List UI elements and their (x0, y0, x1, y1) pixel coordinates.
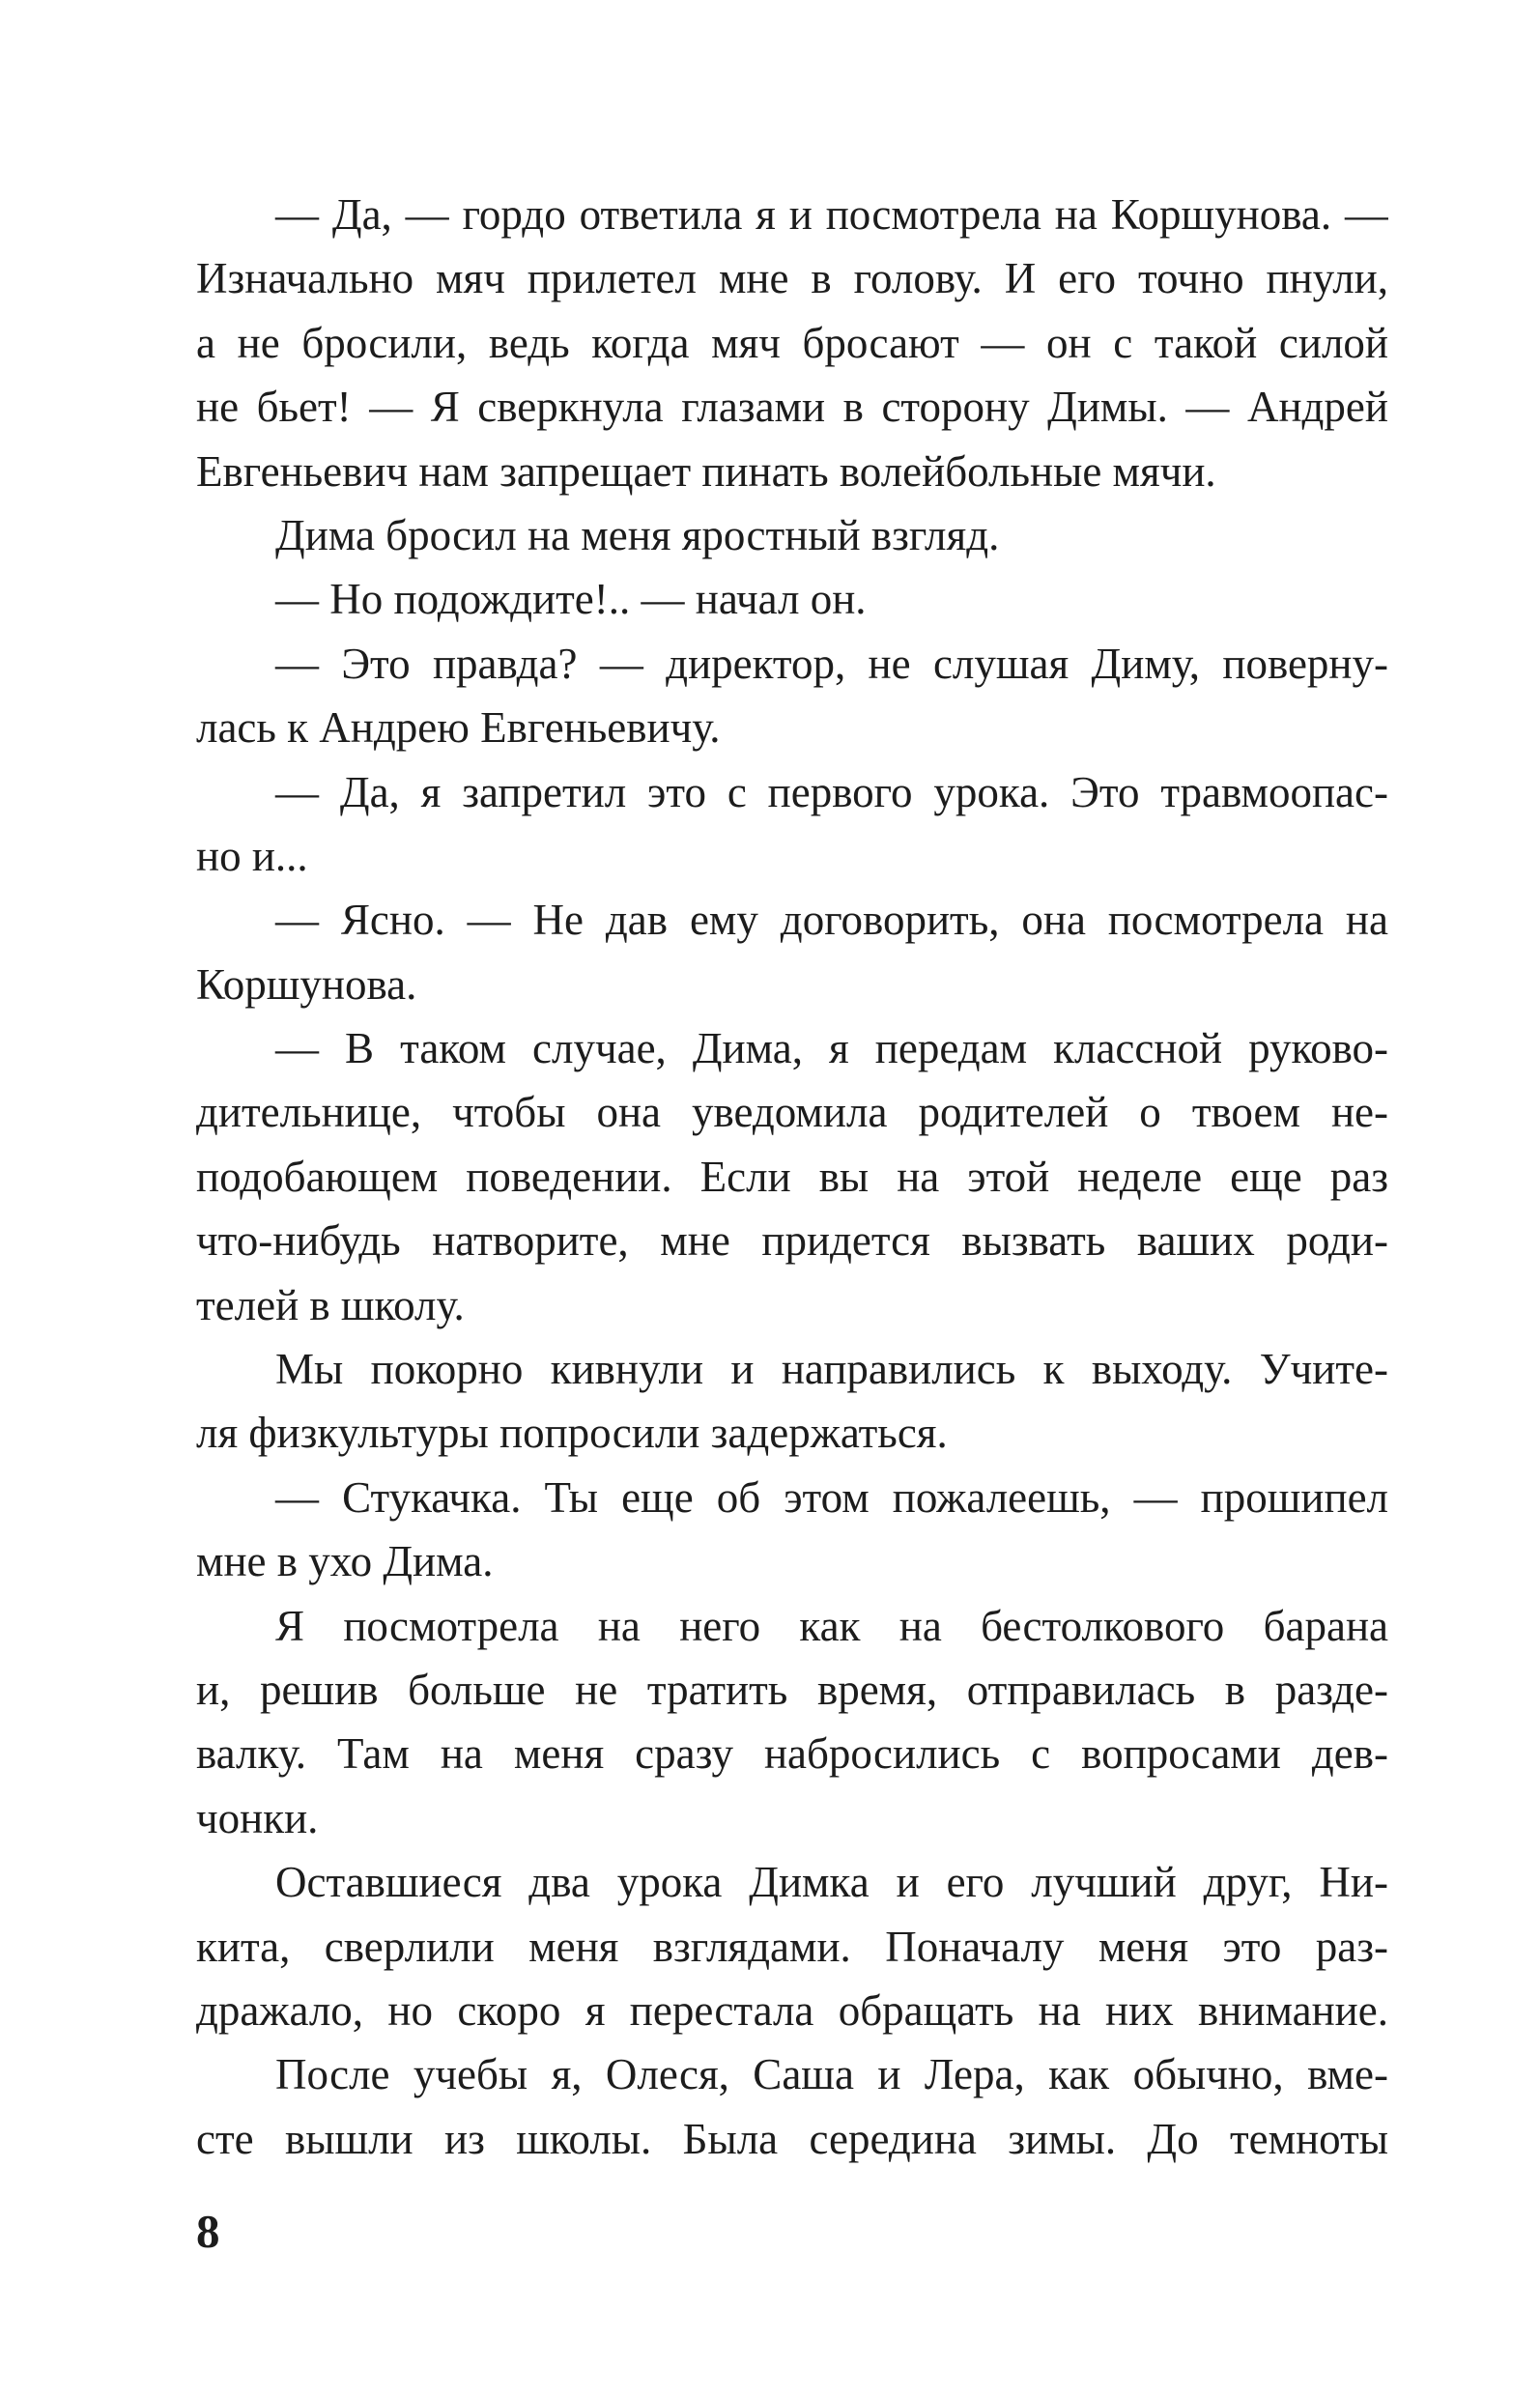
text-line: сте вышли из школы. Была середина зимы. До темноты (196, 2114, 1388, 2163)
text-line: Коршунова. (196, 959, 417, 1009)
text-line: — Да, я запретил это с первого урока. Это травмоопас- (275, 767, 1388, 816)
text-line: дительнице, чтобы она уведомила родителей о твоем не- (196, 1088, 1388, 1137)
text-line: ля физкультуры попросили задержаться. (196, 1409, 948, 1458)
text-line: Мы покорно кивнули и направились к выходу. Учите- (275, 1345, 1388, 1394)
text-line: телей в школу. (196, 1280, 465, 1329)
text-line: а не бросили, ведь когда мяч бросают — он с такой силой (196, 318, 1388, 367)
text-line: Изначально мяч прилетел мне в голову. И его точно пнули, (196, 254, 1388, 303)
text-line: подобающем поведении. Если вы на этой неделе еще раз (196, 1152, 1388, 1201)
text-line: что-нибудь натворите, мне придется вызвать ваших роди- (196, 1216, 1388, 1266)
text-line: Я посмотрела на него как на бестолкового барана (275, 1601, 1388, 1650)
text-line: мне в ухо Дима. (196, 1537, 494, 1586)
text-line: валку. Там на меня сразу набросились с вопросами дев- (196, 1729, 1388, 1779)
text-line: и, решив больше не тратить время, отправилась в разде- (196, 1665, 1388, 1714)
text-line: — В таком случае, Дима, я передам классной руково- (275, 1024, 1388, 1073)
text-line: После учебы я, Олеся, Саша и Лера, как обычно, вме- (275, 2050, 1388, 2099)
text-line: — Ясно. — Не дав ему договорить, она посмотрела на (275, 896, 1388, 945)
text-line: кита, сверлили меня взглядами. Поначалу меня это раз- (196, 1922, 1388, 1971)
text-line: дражало, но скоро я перестала обращать на них внимание. (196, 1985, 1388, 2035)
text-line: не бьет! — Я сверкнула глазами в сторону Димы. — Андрей (196, 383, 1388, 432)
text-line: лась к Андрею Евгеньевичу. (196, 703, 721, 753)
text-line: чонки. (196, 1793, 319, 1842)
text-line: Оставшиеся два урока Димка и его лучший друг, Ни- (275, 1858, 1388, 1907)
text-line: Евгеньевич нам запрещает пинать волейбольные мячи. (196, 446, 1216, 496)
text-block (196, 183, 1388, 2171)
page-number: 8 (196, 2205, 220, 2258)
text-line: но и... (196, 831, 308, 880)
text-line: — Это правда? — директор, не слушая Диму, поверну- (275, 639, 1388, 688)
text-line: — Но подождите!.. — начал он. (275, 575, 867, 624)
text-line: — Да, — гордо ответила я и посмотрела на Коршунова. — (275, 190, 1388, 239)
text-line: Дима бросил на меня яростный взгляд. (275, 510, 1000, 559)
text-line: — Стукачка. Ты еще об этом пожалеешь, — прошипел (275, 1472, 1388, 1522)
